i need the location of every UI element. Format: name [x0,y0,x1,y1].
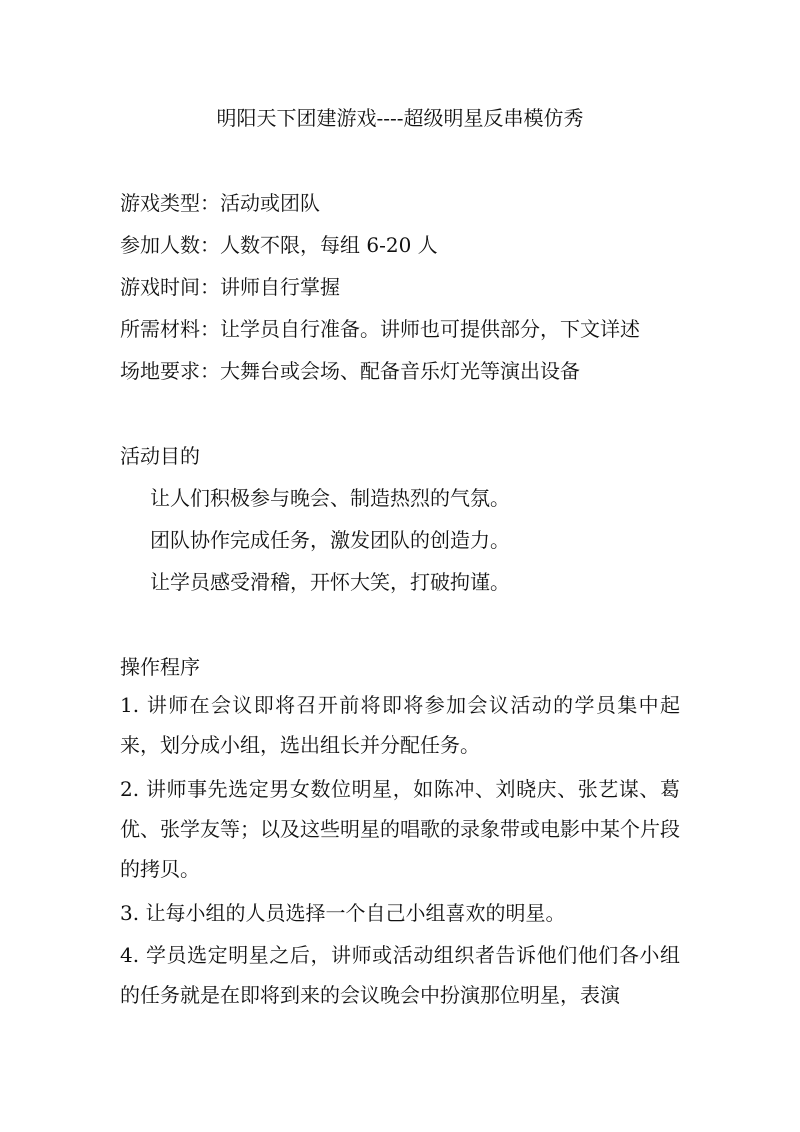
objective-item: 团队协作完成任务，激发团队的创造力。 [150,528,510,552]
objective-item: 让学员感受滑稽，开怀大笑，打破拘谨。 [150,570,510,594]
info-game-type: 游戏类型：活动或团队 [120,191,320,215]
info-venue: 场地要求：大舞台或会场、配备音乐灯光等演出设备 [120,359,580,383]
document-title: 明阳天下团建游戏----超级明星反串模仿秀 [216,106,584,130]
procedure-step: 3. 让每小组的人员选择一个自己小组喜欢的明星。 [120,901,566,925]
procedure-step: 2. 讲师事先选定男女数位明星，如陈冲、刘晓庆、张艺谋、葛优、张学友等；以及这些明星的唱歌的录象带或电影中某个片段的拷贝。 [120,777,680,881]
info-participants: 参加人数：人数不限，每组 6-20 人 [120,233,438,257]
objectives-heading: 活动目的 [120,444,200,468]
objective-item: 让人们积极参与晚会、制造热烈的气氛。 [150,486,510,510]
info-materials: 所需材料：让学员自行准备。讲师也可提供部分，下文详述 [120,317,640,341]
procedure-step: 1. 讲师在会议即将召开前将即将参加会议活动的学员集中起来，划分成小组，选出组长并分配任务。 [120,693,680,757]
info-game-time: 游戏时间：讲师自行掌握 [120,275,340,299]
procedure-step: 4. 学员选定明星之后，讲师或活动组织者告诉他们他们各小组的任务就是在即将到来的会议晚会中扮演那位明星，表演 [120,943,680,1007]
procedure-heading: 操作程序 [120,655,200,679]
